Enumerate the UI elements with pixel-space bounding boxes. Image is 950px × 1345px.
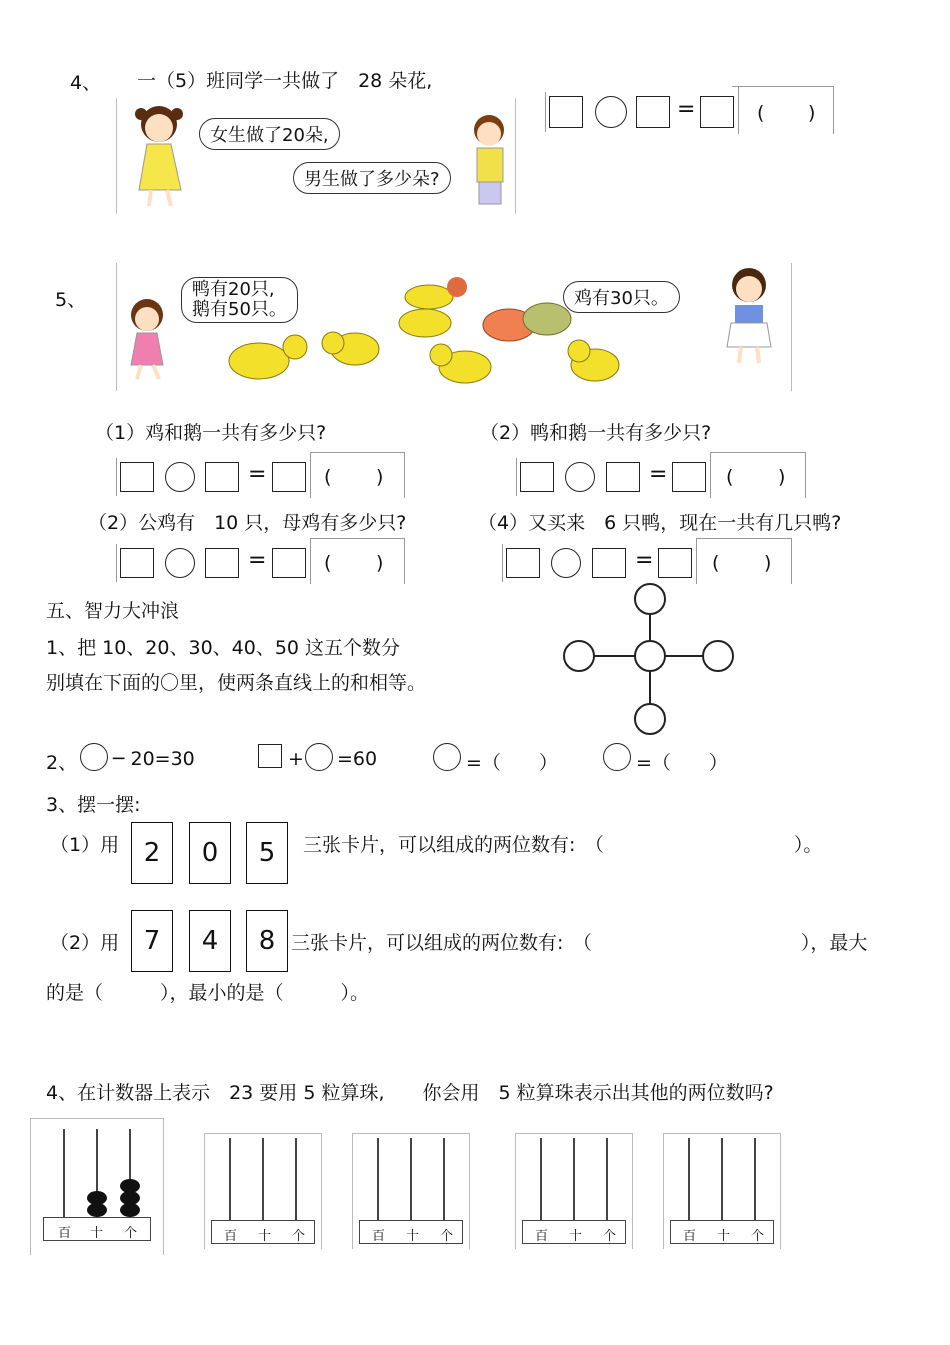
equals-sign: = bbox=[635, 548, 654, 573]
plus-sign: + bbox=[288, 748, 304, 770]
number-card: 7 bbox=[131, 910, 173, 972]
problem-4-text: 4、在计数器上表示 23 要用 5 粒算珠, 你会用 5 粒算珠表示出其他的两位数吗? bbox=[46, 1082, 774, 1104]
problem-3-1-text: 三张卡片，可以组成的两位数有: （ ）。 bbox=[303, 834, 823, 856]
operator-circle[interactable] bbox=[551, 548, 581, 578]
problem-3-2-label: （2）用 bbox=[50, 932, 120, 954]
blank-box[interactable] bbox=[205, 462, 239, 492]
operator-circle[interactable] bbox=[165, 462, 195, 492]
abacus-blank[interactable] bbox=[515, 1133, 633, 1249]
problem-1-line-2: 别填在下面的〇里，使两条直线上的和相等。 bbox=[46, 672, 427, 694]
problem-3-2-line-2: 的是（ ），最小的是（ ）。 bbox=[46, 982, 370, 1004]
problem-3-title: 3、摆一摆: bbox=[46, 794, 141, 816]
blank-box[interactable] bbox=[549, 96, 583, 128]
answer-box[interactable] bbox=[658, 548, 692, 578]
equals-sign: = bbox=[248, 462, 267, 487]
symbol-circle[interactable] bbox=[305, 743, 333, 771]
problem-3-2-text: 三张卡片，可以组成的两位数有: （ ），最大 bbox=[291, 932, 868, 954]
abacus-base: 百 十 个 bbox=[522, 1220, 626, 1244]
girl-figure bbox=[727, 268, 771, 363]
blank-box[interactable] bbox=[592, 548, 626, 578]
symbol-square-answer-circle[interactable] bbox=[603, 743, 631, 771]
abacus-base: 百 十 个 bbox=[211, 1220, 315, 1244]
blank-box[interactable] bbox=[120, 462, 154, 492]
blank-box[interactable] bbox=[606, 462, 640, 492]
blank-box[interactable] bbox=[205, 548, 239, 578]
q5-sub-4: （4）又买来 6 只鸭，现在一共有几只鸭? bbox=[478, 512, 842, 534]
problem-2-expr-b: =60 bbox=[337, 748, 378, 770]
abacus-blank[interactable] bbox=[352, 1133, 470, 1249]
girl-speech-bubble: 女生做了20朵, bbox=[199, 118, 340, 150]
number-card: 2 bbox=[131, 822, 173, 884]
paren-close: ) bbox=[764, 552, 772, 574]
paren-close: ) bbox=[778, 466, 786, 488]
problem-2-label: 2、 bbox=[46, 752, 78, 774]
problem-3-1-label: （1）用 bbox=[50, 834, 120, 856]
paren-open: ( bbox=[324, 466, 332, 488]
blank-box[interactable] bbox=[506, 548, 540, 578]
q5-sub-1: （1）鸡和鹅一共有多少只? bbox=[95, 422, 327, 444]
answer-box[interactable] bbox=[700, 96, 734, 128]
q5-sub-3: （2）公鸡有 10 只，母鸡有多少只? bbox=[88, 512, 407, 534]
equals-sign: = bbox=[677, 97, 696, 122]
boy-figure bbox=[474, 115, 504, 204]
problem-2-expr-d: =（ ） bbox=[636, 752, 728, 774]
paren-open: ( bbox=[712, 552, 720, 574]
symbol-circle[interactable] bbox=[433, 743, 461, 771]
section-title: 五、智力大冲浪 bbox=[46, 600, 180, 622]
answer-box[interactable] bbox=[672, 462, 706, 492]
q4-illustration bbox=[116, 98, 516, 214]
abacus-example bbox=[30, 1118, 164, 1255]
abacus-base: 百 十 个 bbox=[670, 1220, 774, 1244]
number-card: 0 bbox=[189, 822, 231, 884]
blank-box[interactable] bbox=[520, 462, 554, 492]
fill-circle-right bbox=[703, 641, 733, 671]
paren-close: ) bbox=[376, 552, 384, 574]
place-tens: 十 bbox=[90, 1226, 104, 1241]
paren-open: ( bbox=[757, 102, 765, 124]
symbol-square[interactable] bbox=[258, 744, 282, 768]
problem-2-expr-c: =（ ） bbox=[466, 752, 558, 774]
number-card: 8 bbox=[246, 910, 288, 972]
girl-boy-illustration bbox=[117, 98, 515, 214]
abacus-blank[interactable] bbox=[663, 1133, 781, 1249]
paren-open: ( bbox=[726, 466, 734, 488]
abacus-base: 百 十 个 bbox=[359, 1220, 463, 1244]
fill-circle-bottom bbox=[635, 704, 665, 734]
abacus-bead bbox=[120, 1203, 140, 1217]
paren-open: ( bbox=[324, 552, 332, 574]
equals-sign: = bbox=[649, 462, 668, 487]
fill-circle-top bbox=[635, 584, 665, 614]
q5-sub-2: （2）鸭和鹅一共有多少只? bbox=[480, 422, 712, 444]
problem-2-expr-a: ─ 20=30 bbox=[113, 748, 195, 770]
girl-figure bbox=[131, 299, 163, 379]
fill-circle-center bbox=[635, 641, 665, 671]
q4-text: 一（5）班同学一共做了 28 朵花, bbox=[137, 70, 433, 92]
problem-1-line-1: 1、把 10、20、30、40、50 这五个数分 bbox=[46, 637, 401, 659]
operator-circle[interactable] bbox=[595, 96, 627, 128]
duck-goose-speech-bubble: 鸭有20只, 鹅有50只。 bbox=[181, 277, 298, 323]
cross-circle-diagram bbox=[556, 580, 742, 740]
equals-sign: = bbox=[248, 548, 267, 573]
operator-circle[interactable] bbox=[165, 548, 195, 578]
paren-close: ) bbox=[808, 102, 816, 124]
paren-close: ) bbox=[376, 466, 384, 488]
number-card: 4 bbox=[189, 910, 231, 972]
girl-figure bbox=[135, 106, 183, 206]
q5-number: 5、 bbox=[55, 289, 87, 311]
answer-box[interactable] bbox=[272, 548, 306, 578]
abacus-blank[interactable] bbox=[204, 1133, 322, 1249]
operator-circle[interactable] bbox=[565, 462, 595, 492]
q5-illustration bbox=[116, 263, 792, 391]
number-card: 5 bbox=[246, 822, 288, 884]
abacus-bead bbox=[87, 1203, 107, 1217]
boy-speech-bubble: 男生做了多少朵? bbox=[293, 162, 451, 194]
fill-circle-left bbox=[564, 641, 594, 671]
place-hundreds: 百 bbox=[58, 1226, 72, 1241]
abacus-base bbox=[43, 1217, 151, 1241]
answer-box[interactable] bbox=[272, 462, 306, 492]
q4-number: 4、 bbox=[70, 72, 102, 94]
chicken-speech-bubble: 鸡有30只。 bbox=[563, 281, 680, 313]
place-ones: 个 bbox=[124, 1226, 138, 1241]
symbol-circle[interactable] bbox=[80, 743, 108, 771]
blank-box[interactable] bbox=[636, 96, 670, 128]
blank-box[interactable] bbox=[120, 548, 154, 578]
